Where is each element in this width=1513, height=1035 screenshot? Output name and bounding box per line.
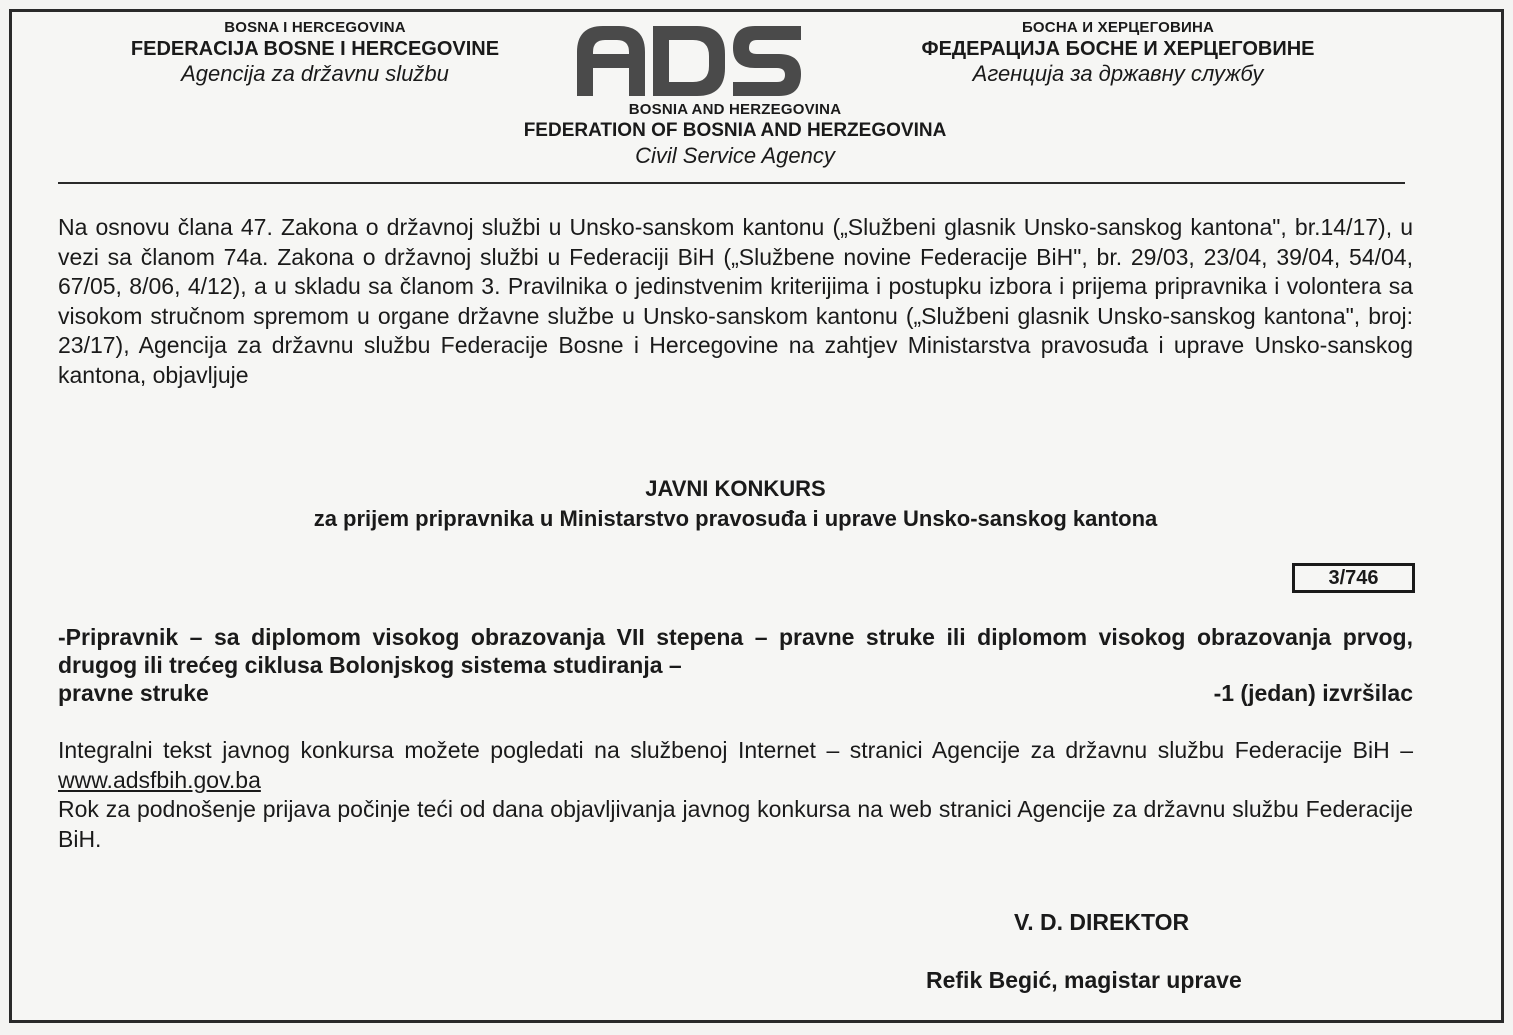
header-left-block [40,18,590,87]
page-title: JAVNI KONKURS [645,476,826,501]
position-description-end: pravne struke [58,680,209,706]
header-center-block [395,100,1075,169]
header-center-federation: FEDERATION OF BOSNIA AND HERZEGOVINA [523,120,947,141]
page-subtitle: za prijem pripravnika u Ministarstvo pravosuđa i uprave Unsko-sanskog kantona [313,506,1158,531]
deadline-paragraph: Rok za podnošenje prijava počinje teći od dana objavljivanja javnog konkursa na web stranici Agencije za državnu službu Federacije BiH. [58,796,1413,852]
info-text: Integralni tekst javnog konkursa možete pogledati na službenoj Internet – stranici Agencije za državnu službu Federacije BiH – [58,737,1413,763]
position-last-line [58,679,1413,707]
header-left-federation: FEDERACIJA BOSNE I HERCEGOVINE [130,38,500,60]
position-description-text: -Pripravnik – sa diplomom visokog obrazovanja VII stepena – pravne struke ili diplomom visokog obrazovanja prvog, drugog ili trećeg ciklusa Bolonjskog sistema studiranja – [58,624,1413,678]
agency-website-link[interactable]: www.adsfbih.gov.ba [58,766,261,793]
header-divider [58,182,1405,184]
position-count: -1 (jedan) izvršilac [1213,680,1413,706]
header-right-block [838,18,1398,87]
info-paragraph [58,736,1413,795]
header-right-agency: Агенција за државну службу [972,61,1264,86]
header-right-country: БОСНА И ХЕРЦЕГОВИНА [1021,19,1215,36]
intro-paragraph: Na osnovu člana 47. Zakona o državnoj službi u Unsko-sanskom kantonu („Službeni glasnik Unsko-sanskog kantona", br.14/17), u vezi sa članom 74a. Zakona o državnoj službi u Federaciji BiH („Službene novine Federacije BiH", br. 29/03, 23/04, 39/04, 54/04, 67/05, 8/06, 4/12), a u skladu sa članom 3. Pravilnika o jedinstvenim kriterijima i postupku izbora i prijema pripravnika i volontera sa visokom stručnom spremom u organe državne službe u Unsko-sanskom kantonu („Službeni glasnik Unsko-sanskog kantona", broj: 23/17), Agencija za državnu službu Federacije Bosne i Hercegovine na zahtjev Ministarstva pravosuđa i uprave Unsko-sanskog kantona, objavljuje [58,214,1413,388]
header-left-agency: Agencija za državnu službu [181,61,449,86]
header-right-federation: ФЕДЕРАЦИЈА БОСНЕ И ХЕРЦЕГОВИНЕ [921,38,1315,60]
reference-number-badge: 3/746 [1292,563,1415,593]
header-center-agency: Civil Service Agency [635,143,835,168]
position-description [58,623,1413,707]
signature-name: Refik Begić, magistar uprave [926,967,1242,993]
ads-logo-icon [573,22,805,98]
header-center-country: BOSNIA AND HERZEGOVINA [628,101,842,118]
header-left-country: BOSNA I HERCEGOVINA [224,19,406,36]
signature-title: V. D. DIREKTOR [1014,909,1190,935]
